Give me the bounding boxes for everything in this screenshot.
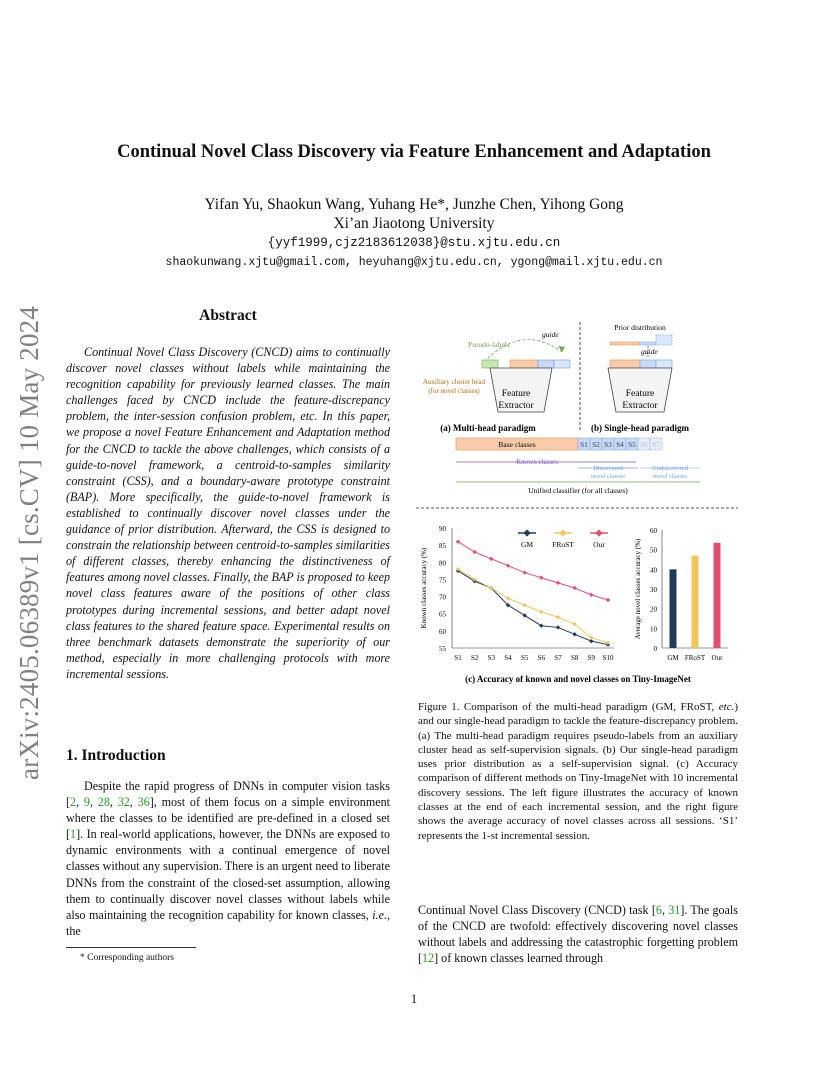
x-tick-label: S9: [587, 654, 596, 662]
email-line-1[interactable]: {yyf1999,cjz2183612038}@stu.xjtu.edu.cn: [267, 236, 561, 250]
y-tick-label: 50: [650, 546, 657, 555]
aux-head-label-2: (for novel classes): [428, 387, 480, 395]
citation-link[interactable]: 32: [117, 795, 130, 810]
pseudo-labels-label: Pseudo-labels: [468, 340, 510, 349]
chart-title: (c) Accuracy of known and novel classes on Tiny-ImageNet: [465, 674, 691, 684]
feature-label-a: Feature: [501, 389, 531, 399]
unified-classifier-label: Unified classifier (for all classes): [528, 486, 628, 495]
y-tick-label: 40: [650, 566, 657, 575]
known-accuracy-line-chart: [420, 525, 614, 662]
x-tick-label: S7: [554, 654, 562, 662]
session-cell-label: S5: [628, 441, 636, 449]
session-cell-label: S3: [604, 441, 612, 449]
extractor-label-b: Extractor: [622, 401, 658, 411]
x-tick-label: GM: [667, 654, 679, 662]
footnote-rule: [66, 947, 196, 948]
session-cell-label: S2: [592, 441, 600, 449]
data-point: [572, 632, 576, 636]
legend-label: GM: [520, 540, 534, 549]
data-point: [489, 557, 493, 561]
data-point: [472, 550, 476, 554]
data-point: [506, 564, 510, 568]
session-cell-label: S6: [640, 441, 648, 449]
y-tick-label: 30: [650, 586, 657, 594]
data-point: [589, 593, 593, 597]
legend-marker: [559, 529, 566, 536]
novel-accuracy-bar-chart: [634, 527, 728, 662]
x-tick-label: S5: [520, 654, 529, 662]
series-line-frost: [458, 569, 608, 643]
figure-caption: Figure 1. Comparison of the multi-head paradigm (GM, FRoST, etc.) and our single-head paradigm to tackle the feature-discrepancy problem. (a) The multi-head paradigm requires pseudo-labels from an auxiliary cluster head as self-supervision signals. (b) Our single-head paradigm uses prior distribution as a self-supervision signal. (c) Accuracy comparison of different methods on Tiny-ImageNet with 10 incremental discovery sessions. The left figure illustrates the accuracy of known classes at the end of each incremental session, and the right figure shows the average accuracy of novel classes across all sessions. ‘S1’ represents the 1-st incremental session.: [418, 701, 738, 842]
footnote: * Corresponding authors: [80, 953, 174, 963]
y-tick-label: 60: [439, 627, 446, 636]
abstract-text: Continual Novel Class Discovery (CNCD) aims to continually discover novel classes without labels while maintaining the recognition capability for previously learned classes. The main challenges faced by CNCD include the feature-discrepancy problem, the inter-session confusion problem, etc. In this paper, we propose a novel Feature Enhancement and Adaptation method for the CNCD to tackle the above challenges, which consists of a guide-to-novel framework, a centroid-to-samples similarity constraint (CSS), and a boundary-aware prototype constraint (BAP). More specifically, the guide-to-novel framework is established to continually discover novel classes under the guidance of prior distribution. Afterward, the CSS is designed to constrain the relationship between centroid-to-samples similarities of different classes, thereby enhancing the distinctiveness of features among novel classes. Finally, the BAP is proposed to keep novel class features aware of the positions of other class prototypes during incremental sessions, and better adapt novel class features to the shared feature space. Experimental results on three benchmark datasets demonstrate the superiority of our method, especially in more challenging protocols with more incremental sessions.: [66, 345, 390, 681]
citation-link[interactable]: 36: [137, 795, 150, 810]
figure-1: [412, 318, 742, 696]
y-tick-label: 20: [650, 605, 657, 614]
bar-frost: [692, 556, 699, 648]
data-point: [456, 540, 460, 544]
discovered-label-2: novel classes: [590, 473, 626, 480]
data-point: [556, 581, 560, 585]
diagram-b-label: (b) Single-head paradigm: [590, 423, 690, 433]
email-line-2[interactable]: shaokunwang.xjtu@gmail.com, heyuhang@xjtu.edu.cn, ygong@mail.xjtu.edu.cn: [165, 256, 663, 269]
bar-our: [714, 543, 721, 648]
y-tick-label: 75: [439, 576, 446, 585]
citation-link[interactable]: 28: [97, 795, 110, 810]
x-tick-label: S2: [470, 654, 479, 662]
data-point: [556, 625, 560, 629]
x-tick-label: S4: [504, 654, 512, 662]
undiscovered-label-1: Undiscovered: [651, 465, 689, 472]
y-tick-label: 10: [650, 625, 657, 634]
y-tick-label: 80: [439, 559, 446, 568]
paper-title: Continual Novel Class Discovery via Feature Enhancement and Adaptation: [117, 142, 711, 162]
session-cells: [578, 438, 662, 450]
legend-marker: [523, 529, 530, 536]
x-tick-label: S8: [570, 654, 579, 662]
y-tick-label: 65: [439, 610, 446, 619]
citation-link[interactable]: 2: [70, 795, 77, 810]
x-tick-label: S1: [454, 654, 462, 662]
guide-label-b: guide: [641, 347, 658, 356]
citation-link[interactable]: 1: [70, 827, 77, 842]
y-tick-label: 0: [653, 645, 657, 653]
unified-classifier-diagram: [456, 438, 700, 495]
y-tick-label: 70: [439, 593, 446, 602]
introduction-heading: 1. Introduction: [66, 747, 166, 764]
x-tick-label: Our: [711, 654, 723, 662]
x-tick-label: FRoST: [684, 654, 706, 662]
y-axis-label: Known classes accuracy (%): [420, 547, 428, 629]
prior-distribution-label: Prior distribution: [614, 323, 666, 332]
introduction-text: Despite the rapid progress of DNNs in computer vision tasks [2, 9, 28, 32, 36], most of them focus on a simple environment where the classes to be identified are pre-defined in a closed set [1]. In real-world applications, however, the DNNs are exposed to dynamic environments with a continual emergence of novel classes without any supervision. There is an urgent need to liberate DNNs from the constraint of the closed-set assumption, allowing them to continually discover novel classes without labels while also maintaining the recognition capability for known classes, i.e., the: [66, 779, 391, 938]
base-classes-label: Base classes: [498, 440, 536, 449]
x-tick-label: S10: [602, 654, 614, 662]
arxiv-identifier: arXiv:2405.06389v1 [cs.CV] 10 May 2024: [14, 305, 44, 780]
y-tick-label: 90: [439, 525, 446, 533]
legend-label: Our: [593, 540, 605, 549]
y-tick-label: 55: [439, 645, 446, 653]
data-point: [572, 586, 576, 590]
abstract-heading: Abstract: [199, 307, 257, 324]
y-axis-label: Average novel classes accuracy (%): [634, 538, 642, 640]
x-tick-label: S6: [537, 654, 546, 662]
y-tick-label: 60: [650, 527, 657, 535]
extractor-label-a: Extractor: [498, 401, 534, 411]
discovered-label-1: Discovered: [593, 465, 623, 472]
affiliation: Xi’an Jiaotong University: [333, 215, 495, 232]
citation-link[interactable]: 6: [655, 903, 662, 917]
data-point: [522, 613, 526, 617]
session-cell-label: S1: [580, 441, 588, 449]
data-point: [606, 598, 610, 602]
legend-marker: [595, 529, 602, 536]
data-point: [506, 596, 510, 600]
citation-link[interactable]: 9: [83, 795, 90, 810]
guide-label-a: guide: [542, 330, 559, 339]
data-point: [539, 624, 543, 628]
citation-link[interactable]: 12: [422, 951, 435, 966]
session-cell-label: S7: [652, 441, 660, 449]
data-point: [522, 570, 526, 574]
diagram-a-label: (a) Multi-head paradigm: [440, 423, 536, 433]
multi-head-diagram: [423, 330, 570, 433]
bar-gm: [670, 569, 677, 648]
undiscovered-label-2: novel classes: [652, 473, 688, 480]
data-point: [539, 610, 543, 614]
known-classes-label: Known classes: [516, 458, 558, 466]
y-tick-label: 85: [439, 542, 446, 551]
citation-link[interactable]: 31: [668, 903, 681, 917]
series-line-our: [458, 542, 608, 600]
x-tick-label: S3: [487, 654, 496, 662]
data-point: [539, 576, 543, 580]
data-point: [522, 603, 526, 607]
aux-head-label-1: Auxiliary cluster head: [422, 378, 486, 386]
right-column-text: Continual Novel Class Discovery (CNCD) task [6, 31]. The goals of the CNCD are twofold: effectively discovering novel classes without labels and addressing the catastrophic forgetting problem [12] of known classes learned through: [418, 903, 738, 966]
legend-label: FRoST: [552, 540, 574, 549]
author-list: Yifan Yu, Shaokun Wang, Yuhang He*, Junzhe Chen, Yihong Gong: [204, 196, 624, 213]
single-head-diagram: [591, 323, 690, 433]
data-point: [556, 615, 560, 619]
page-number: 1: [410, 992, 418, 1006]
session-cell-label: S4: [616, 441, 624, 449]
feature-label-b: Feature: [625, 389, 655, 399]
